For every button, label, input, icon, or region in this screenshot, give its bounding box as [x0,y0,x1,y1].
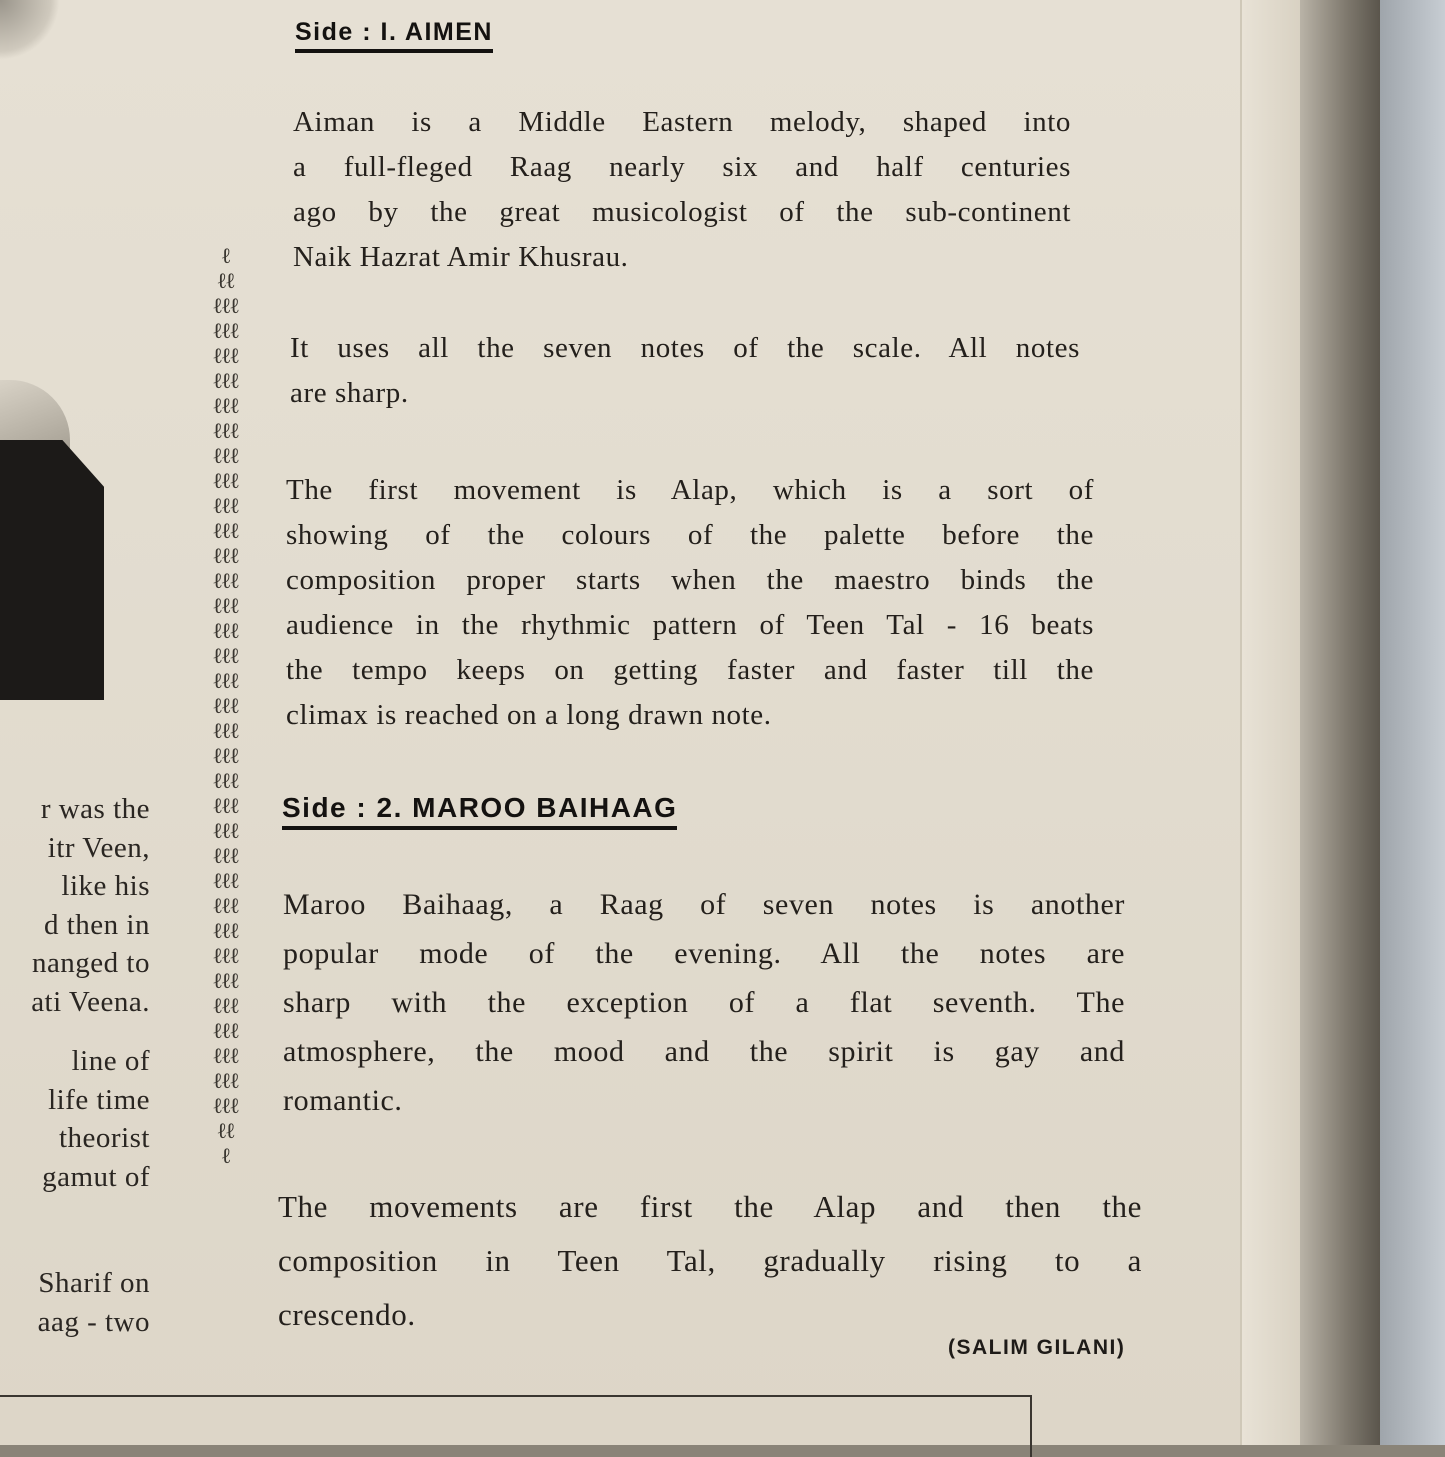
ornament-row: ℓℓℓ [212,494,238,519]
ornament-row: ℓℓℓ [212,1094,238,1119]
ornament-row: ℓℓ [216,1119,234,1144]
text-line: popular mode of the evening. All the notes are [283,937,1125,970]
photo-fragment [0,0,60,60]
left-line: line of [71,1045,150,1077]
ornament-row: ℓℓℓ [212,544,238,569]
ornament-row: ℓℓℓ [212,319,238,344]
left-line: theorist [59,1122,150,1154]
left-line: itr Veen, [47,831,150,864]
next-panel-border [0,1395,1032,1457]
side2-heading: Side : 2. MAROO BAIHAAG [282,792,677,830]
text-line: sharp with the exception of a flat seventh. The [283,986,1125,1019]
ornament-row: ℓℓℓ [212,819,238,844]
ornament-row: ℓℓℓ [212,844,238,869]
ornament-row: ℓℓℓ [212,969,238,994]
author-credit: (SALIM GILANI) [948,1336,1126,1359]
ornament-row: ℓℓℓ [212,744,238,769]
text-line: Maroo Baihaag, a Raag of seven notes is another [283,888,1125,921]
ornament-row: ℓℓℓ [212,419,238,444]
ornament-row: ℓℓℓ [212,569,238,594]
left-line: ati Veena. [31,985,150,1018]
left-line: aag - two [37,1305,150,1338]
ornament-row: ℓℓℓ [212,919,238,944]
ornament-row: ℓℓℓ [212,669,238,694]
side2-para2 [278,1180,1142,1342]
ornament-row: ℓℓℓ [212,794,238,819]
ornament-row: ℓ [220,1144,230,1169]
side1-heading: Side : I. AIMEN [295,18,493,53]
text-line: Naik Hazrat Amir Khusrau. [293,241,629,273]
decorative-border [195,244,255,1169]
ornament-row: ℓℓℓ [212,1044,238,1069]
ornament-row: ℓℓℓ [212,444,238,469]
ornament-row: ℓ [220,244,230,269]
left-column-text-b [0,1042,150,1196]
left-line: nanged to [31,947,150,979]
ornament-row: ℓℓℓ [212,644,238,669]
ornament-row: ℓℓℓ [212,394,238,419]
text-line: atmosphere, the mood and the spirit is gay and [283,1035,1125,1068]
ornament-row: ℓℓℓ [212,1019,238,1044]
text-line: composition in Teen Tal, gradually rising to a [278,1243,1142,1278]
text-line: are sharp. [290,377,409,409]
ornament-row: ℓℓℓ [212,719,238,744]
side1-para3 [286,468,1094,738]
text-line: showing of the colours of the palette before the [286,519,1094,551]
text-line: climax is reached on a long drawn note. [286,699,772,731]
text-line: romantic. [283,1084,403,1117]
ornament-row: ℓℓℓ [212,894,238,919]
left-column-text-c [0,1264,150,1341]
left-line: like his [61,870,150,902]
left-line: r was the [40,793,150,825]
left-column-text-a [0,790,150,1021]
side2-para1 [283,880,1125,1125]
text-line: ago by the great musicologist of the sub-continent [293,196,1071,228]
text-line: The movements are first the Alap and then the [278,1189,1142,1224]
ornament-row: ℓℓℓ [212,469,238,494]
text-line: composition proper starts when the maestro binds the [286,564,1094,596]
text-line: audience in the rhythmic pattern of Teen Tal - 16 beats [286,609,1094,641]
side1-para1 [293,100,1071,280]
left-line: Sharif on [38,1267,150,1299]
ornament-row: ℓℓℓ [212,594,238,619]
ornament-row: ℓℓℓ [212,769,238,794]
page-edge [1240,0,1302,1445]
portrait-coat [0,440,104,700]
text-line: crescendo. [278,1297,416,1332]
ornament-row: ℓℓℓ [212,944,238,969]
text-line: Aiman is a Middle Eastern melody, shaped into [293,106,1071,138]
ornament-row: ℓℓ [216,269,234,294]
ornament-row: ℓℓℓ [212,619,238,644]
side1-para2 [290,326,1080,416]
ornament-row: ℓℓℓ [212,294,238,319]
left-line: gamut of [42,1160,150,1193]
text-line: It uses all the seven notes of the scale. All notes [290,332,1080,364]
record-sleeve-spine [1300,0,1380,1445]
text-line: the tempo keeps on getting faster and faster till the [286,654,1094,686]
ornament-row: ℓℓℓ [212,519,238,544]
ornament-row: ℓℓℓ [212,869,238,894]
left-line: d then in [44,908,150,941]
ornament-row: ℓℓℓ [212,344,238,369]
ornament-row: ℓℓℓ [212,994,238,1019]
text-line: a full-fleged Raag nearly six and half centuries [293,151,1071,183]
portrait-photo [0,380,110,700]
left-line: life time [48,1083,150,1116]
text-line: The first movement is Alap, which is a sort of [286,474,1094,506]
backdrop [1380,0,1445,1445]
ornament-row: ℓℓℓ [212,694,238,719]
ornament-row: ℓℓℓ [212,369,238,394]
ornament-row: ℓℓℓ [212,1069,238,1094]
